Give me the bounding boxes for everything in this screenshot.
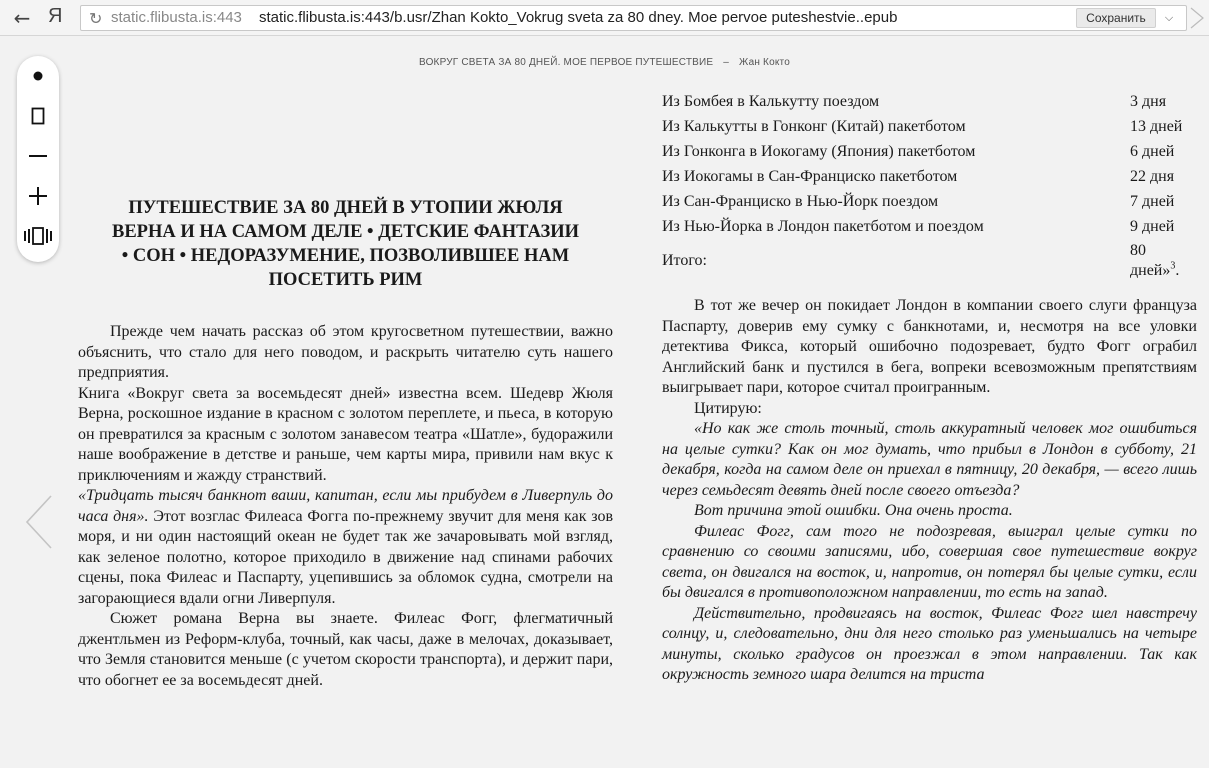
paragraph: Сюжет романа Верна вы знаете. Филеас Фогг, флегматичный джентльмен из Реформ-клуба, точный, как часы, даже в мелочах, доказывает, что Земля становится меньше (с учетом скорости транспорта), и держит пари, что обогнет ее за восемьдесят дней.: [78, 610, 613, 689]
save-button[interactable]: Сохранить: [1076, 8, 1156, 28]
table-row: [662, 190, 1192, 215]
route-cell: Из Калькутты в Гонконг (Китай) пакетботом: [662, 118, 966, 136]
total-unit: дней»: [1130, 262, 1171, 279]
back-button[interactable]: ←: [13, 6, 31, 30]
table-row: [662, 215, 1192, 240]
route-cell: Из Сан-Франциско в Нью-Йорк поездом: [662, 193, 939, 211]
running-head: [0, 57, 1209, 68]
days-cell: 7 дней: [1130, 193, 1175, 211]
chevron-down-icon[interactable]: ⌵: [1164, 11, 1174, 24]
paragraph: Прежде чем начать рассказ об этом кругосветном путешествии, важно объяснить, что стало для него поводом, и раскрыть читателю суть нашего предприятия.: [78, 323, 613, 381]
quote-paragraph: Действительно, продвигаясь на восток, Филеас Фогг шел навстречу солнцу, и, следовательно, дни для него столько раз уменьшались на четыре минуты, сколько градусов он проезжал в этом направлении. Так как окружность земного шара делится на триста: [662, 604, 1197, 683]
paragraph: [78, 486, 613, 609]
yandex-logo[interactable]: Я: [48, 5, 63, 27]
total-value: [1130, 240, 1192, 282]
route-cell: Из Иокогамы в Сан-Франциско пакетботом: [662, 168, 958, 186]
browser-toolbar: [0, 0, 1209, 36]
days-cell: 9 дней: [1130, 218, 1175, 236]
left-page: [78, 196, 613, 691]
tab-corner-icon: [1189, 6, 1205, 30]
chapter-title: ПУТЕШЕСТВИЕ ЗА 80 ДНЕЙ В УТОПИИ ЖЮЛЯ ВЕРНА И НА САМОМ ДЕЛЕ • ДЕТСКИЕ ФАНТАЗИИ • СОН • НЕДОРАЗУМЕНИЕ, ПОЗВОЛИВШЕЕ НАМ ПОСЕТИТЬ РИМ: [111, 198, 580, 290]
paragraph: Цитирую:: [694, 399, 762, 417]
refresh-icon[interactable]: ↻: [89, 9, 103, 28]
total-label: Итого:: [662, 251, 707, 269]
total-number: 80: [1130, 242, 1146, 259]
dot-icon[interactable]: [17, 56, 59, 96]
paragraph-text: Этот возглас Филеаса Фогга по-прежнему звучит для меня как зов моря, и ни один настоящий океан не будет так же зачаровывать мой взгляд, как зеленое полотно, которое приходило в движение над спинами рабочих сцены, пока Филеас и Паспарту, уцепившись за обломок судна, смотрели на загорающиеся вдали огни Ливерпуля.: [78, 507, 614, 607]
quote: «Тридцать тысяч банкнот ваши, капитан, если мы прибудем в Ливерпуль до часа дня».: [78, 487, 613, 525]
page-icon[interactable]: [17, 96, 59, 136]
quote-paragraph: «Но как же столь точный, столь аккуратный человек мог ошибиться на целые сутки? Как он мог думать, что прибыл в Лондон в субботу, 21 декабря, когда на самом деле он приехал в пятницу, 20 декабря, — всего лишь через семьдесят девять дней после своего отъезда?: [662, 420, 1197, 499]
book-title: ВОКРУГ СВЕТА ЗА 80 ДНЕЙ. МОЕ ПЕРВОЕ ПУТЕШЕСТВИЕ: [419, 57, 714, 68]
head-separator: –: [723, 57, 730, 68]
book-author: Жан Кокто: [739, 57, 790, 68]
quote-paragraph: Филеас Фогг, сам того не подозревая, выиграл целые сутки по сравнению со своими записями, ибо, совершая свое путешествие вокруг света, он двигался на восток, и, напротив, он потерял бы целые сутки, если бы двигался в противоположном направлении, то есть на запад.: [662, 522, 1197, 601]
url-host: static.flibusta.is:443: [111, 9, 242, 26]
route-cell: Из Гонконга в Иокогаму (Япония) пакетботом: [662, 143, 976, 161]
days-cell: 13 дней: [1130, 118, 1183, 136]
footnote-link[interactable]: 3: [1170, 260, 1176, 272]
quote-paragraph: Вот причина этой ошибки. Она очень проста.: [694, 502, 1013, 519]
table-row: [662, 165, 1192, 190]
itinerary-table: [662, 90, 1192, 282]
days-cell: 22 дня: [1130, 168, 1175, 186]
address-bar[interactable]: [80, 5, 1187, 31]
table-row: [662, 115, 1192, 140]
paragraph: Книга «Вокруг света за восемьдесят дней» известна всем. Шедевр Жюля Верна, роскошное издание в красном с золотом переплете, и пьеса, в которую он превратился за красным с золотом занавесом театра «Шатле», будоражили наше воображение в детстве и раньше, чем карты мира, привили нам вкус к приключениям и жажду странствий.: [78, 384, 613, 484]
table-row: [662, 90, 1192, 115]
minus-icon[interactable]: [17, 136, 59, 176]
two-page-icon[interactable]: [17, 216, 59, 256]
route-cell: Из Бомбея в Калькутту поездом: [662, 93, 880, 111]
days-cell: 6 дней: [1130, 143, 1175, 161]
right-page: [662, 90, 1197, 686]
paragraph: В тот же вечер он покидает Лондон в компании своего слуги француза Паспарту, доверив ему сумку с банкнотами, и, несмотря на все уловки детектива Фикса, который ошибочно подозревает, будто Фогг ограбил Английский банк и пустился в бега, вопреки всевозможным препятствиям выигрывает пари, которое считал проигранным.: [662, 297, 1197, 396]
table-row: [662, 140, 1192, 165]
route-cell: Из Нью-Йорка в Лондон пакетботом и поездом: [662, 218, 984, 236]
url-text[interactable]: static.flibusta.is:443/b.usr/Zhan Kokto_Vokrug sveta za 80 dney. Moe pervoe puteshestvie..epub: [259, 9, 898, 26]
days-cell: 3 дня: [1130, 93, 1167, 111]
reader-zoom-toolbar: [17, 56, 59, 262]
plus-icon[interactable]: [17, 176, 59, 216]
total-row: [662, 240, 1192, 282]
total-end: .: [1175, 262, 1180, 279]
chevron-left-icon[interactable]: [24, 494, 54, 550]
